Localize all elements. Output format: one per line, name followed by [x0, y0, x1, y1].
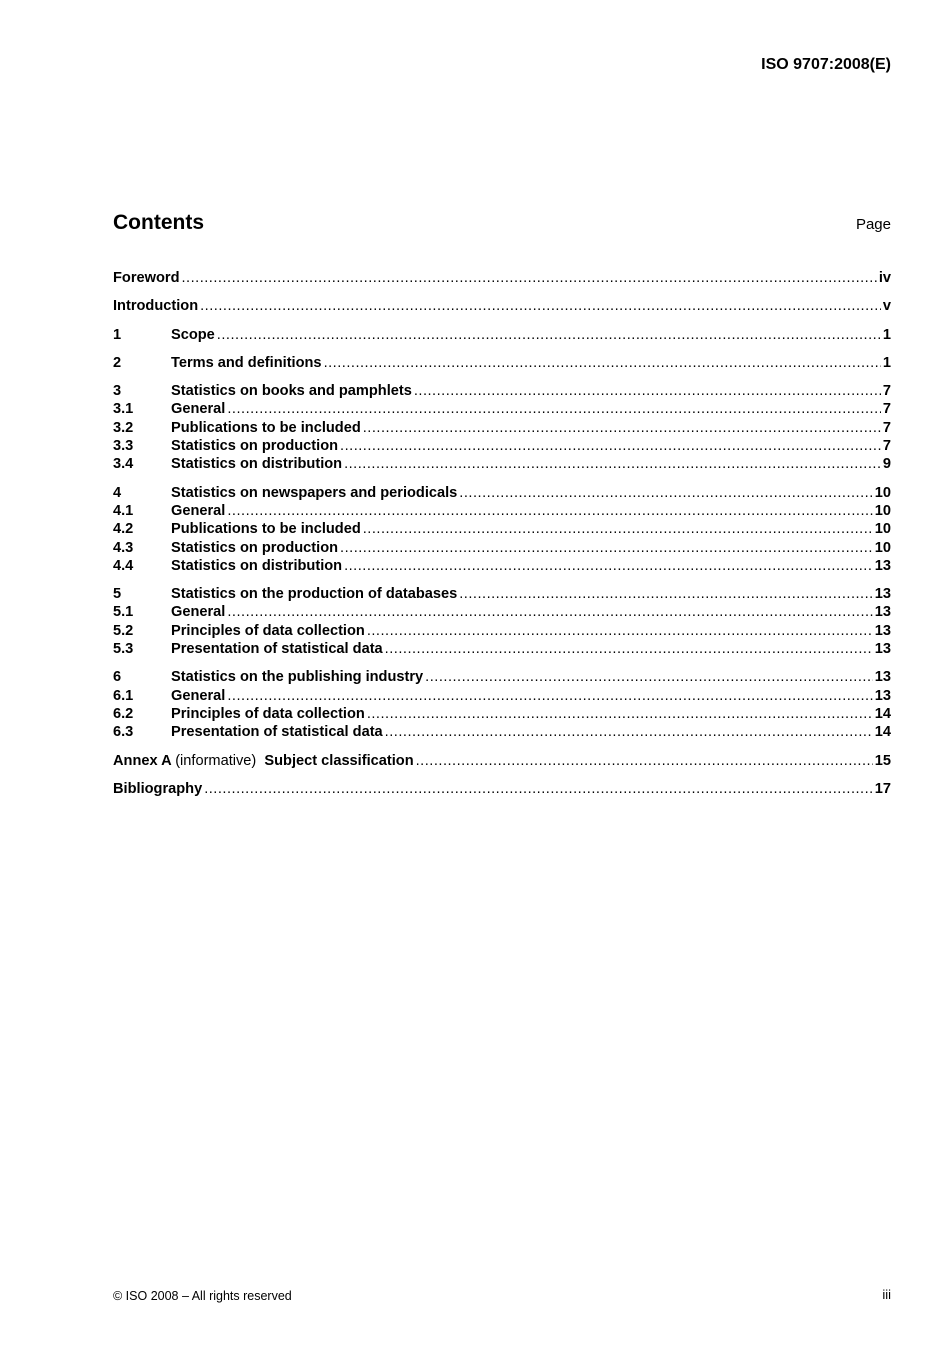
toc-entry-title-text: Publications to be included	[171, 521, 361, 538]
toc-entry-title-text: Statistics on production	[171, 438, 339, 455]
toc-entry-number: 5.3	[113, 641, 134, 658]
toc-entry-title-text: Annex A	[113, 752, 172, 769]
toc-entry-title	[171, 354, 322, 372]
toc-entry-title-text: General	[171, 502, 226, 519]
toc-entry[interactable]	[113, 640, 891, 658]
toc-entry-number: 6.3	[113, 724, 134, 741]
toc-entry-title	[171, 668, 423, 686]
toc-entry-number: 4.3	[113, 539, 134, 556]
toc-entry-number: 3	[113, 383, 122, 400]
toc-entry[interactable]	[113, 539, 891, 557]
toc-entry-page: 13	[874, 669, 891, 686]
toc-entry-leader-dots	[340, 437, 881, 455]
toc-group	[113, 752, 891, 770]
toc-entry[interactable]	[113, 687, 891, 705]
toc-entry-title	[113, 780, 202, 798]
toc-entry-title-text: General	[171, 401, 226, 418]
toc-entry-title-text: Publications to be included	[171, 419, 361, 436]
toc-entry-title-text: Principles of data collection	[171, 705, 365, 722]
toc-entry[interactable]	[113, 400, 891, 418]
toc-entry-number: 4.2	[113, 521, 134, 538]
toc-entry-leader-dots	[227, 502, 872, 520]
toc-entry[interactable]	[113, 780, 891, 798]
toc-entry-leader-dots	[363, 520, 873, 538]
toc-entry[interactable]	[113, 419, 891, 437]
toc-entry[interactable]	[113, 502, 891, 520]
toc-entry-number: 1	[113, 326, 122, 343]
toc-entry-title	[171, 455, 342, 473]
toc-entry[interactable]	[113, 723, 891, 741]
table-of-contents	[113, 269, 891, 808]
toc-entry-title-text: Statistics on production	[171, 539, 339, 556]
toc-entry-number: 4	[113, 484, 122, 501]
toc-entry-title-text: Statistics on books and pamphlets	[171, 383, 412, 400]
toc-entry-title-text: Introduction	[113, 298, 199, 315]
toc-entry-leader-dots	[181, 269, 876, 287]
toc-entry-number: 3.1	[113, 401, 134, 418]
toc-entry-leader-dots	[416, 752, 873, 770]
toc-group	[113, 780, 891, 798]
toc-entry-title	[171, 502, 225, 520]
toc-entry-title	[171, 622, 365, 640]
toc-entry-page: 7	[882, 383, 891, 400]
toc-entry-title	[171, 520, 361, 538]
toc-entry-leader-dots	[363, 419, 881, 437]
toc-entry-page: 13	[874, 586, 891, 603]
toc-entry-number: 6	[113, 669, 122, 686]
toc-entry-title-note: (informative)	[175, 752, 257, 769]
toc-entry-page: iv	[878, 270, 891, 286]
toc-entry-page: 7	[882, 438, 891, 455]
toc-entry-number: 6.2	[113, 705, 134, 722]
toc-entry-title-text: Bibliography	[113, 780, 203, 797]
footer-copyright: © ISO 2008 – All rights reserved	[113, 1289, 292, 1303]
toc-entry-leader-dots	[425, 668, 873, 686]
toc-entry-leader-dots	[204, 780, 873, 798]
toc-entry[interactable]	[113, 622, 891, 640]
toc-entry-title-text: Statistics on distribution	[171, 557, 343, 574]
toc-entry-title	[171, 419, 361, 437]
toc-entry-title	[171, 705, 365, 723]
toc-entry-title-text: Presentation of statistical data	[171, 724, 383, 741]
toc-entry-leader-dots	[414, 382, 881, 400]
toc-entry[interactable]	[113, 585, 891, 603]
toc-entry-title	[113, 752, 414, 770]
document-id: ISO 9707:2008(E)	[761, 56, 891, 73]
toc-group	[113, 326, 891, 344]
page-column-heading: Page	[855, 216, 891, 233]
toc-entry-title	[171, 557, 342, 575]
toc-entry-number: 5.2	[113, 622, 134, 639]
toc-entry-number: 3.4	[113, 456, 134, 473]
toc-entry-title-text: Scope	[171, 326, 215, 343]
toc-entry-number: 5.1	[113, 604, 134, 621]
toc-entry-title-text: Presentation of statistical data	[171, 641, 383, 658]
toc-group	[113, 484, 891, 575]
toc-entry-title	[171, 539, 338, 557]
toc-entry[interactable]	[113, 354, 891, 372]
toc-entry-number: 2	[113, 354, 122, 371]
toc-entry-number: 3.3	[113, 438, 134, 455]
toc-entry-title-text: Terms and definitions	[171, 354, 322, 371]
toc-entry-page: 13	[874, 687, 891, 704]
toc-entry-title	[171, 437, 338, 455]
toc-entry-number: 6.1	[113, 687, 134, 704]
toc-entry-page: 10	[874, 521, 891, 538]
toc-entry[interactable]	[113, 520, 891, 538]
toc-entry-leader-dots	[217, 326, 881, 344]
toc-entry-page: 14	[874, 724, 891, 741]
toc-group	[113, 382, 891, 473]
toc-entry-title-text: Statistics on distribution	[171, 456, 343, 473]
toc-group	[113, 269, 891, 287]
toc-entry-title	[171, 585, 457, 603]
toc-entry-number: 3.2	[113, 419, 134, 436]
toc-entry-page: 10	[874, 502, 891, 519]
toc-entry-page: 13	[874, 622, 891, 639]
toc-entry[interactable]	[113, 752, 891, 770]
toc-entry-title-text: General	[171, 687, 226, 704]
toc-entry-leader-dots	[367, 622, 873, 640]
toc-entry-title	[171, 326, 215, 344]
toc-entry[interactable]	[113, 326, 891, 344]
toc-entry-number: 5	[113, 586, 122, 603]
toc-group	[113, 354, 891, 372]
toc-entry-title	[171, 603, 225, 621]
toc-entry-leader-dots	[344, 455, 881, 473]
toc-entry-title-text: Principles of data collection	[171, 622, 365, 639]
toc-entry[interactable]	[113, 557, 891, 575]
toc-entry-title-text: Statistics on newspapers and periodicals	[171, 484, 458, 501]
contents-heading: Contents	[113, 211, 204, 234]
toc-entry-title-text: Statistics on the production of databases	[171, 586, 458, 603]
toc-entry-title-text: General	[171, 604, 226, 621]
toc-entry-number: 4.4	[113, 557, 134, 574]
toc-entry-page: 17	[874, 780, 891, 797]
toc-entry-page: 9	[882, 456, 891, 473]
toc-entry-leader-dots	[324, 354, 881, 372]
toc-entry-number: 4.1	[113, 502, 134, 519]
toc-entry-title	[171, 723, 383, 741]
toc-entry-leader-dots	[459, 484, 872, 502]
toc-entry-leader-dots	[340, 539, 873, 557]
toc-entry-leader-dots	[227, 603, 872, 621]
toc-entry-page: 13	[874, 641, 891, 658]
toc-entry[interactable]	[113, 297, 891, 315]
toc-entry[interactable]	[113, 437, 891, 455]
toc-entry-leader-dots	[459, 585, 873, 603]
toc-entry-leader-dots	[227, 687, 872, 705]
toc-entry[interactable]	[113, 382, 891, 400]
toc-entry-page: 7	[882, 419, 891, 436]
toc-entry-page: 7	[882, 401, 891, 418]
toc-entry[interactable]	[113, 668, 891, 686]
toc-entry[interactable]	[113, 269, 891, 287]
toc-entry-title	[171, 687, 225, 705]
toc-entry-title-rest: Subject classification	[264, 752, 414, 769]
toc-entry[interactable]	[113, 705, 891, 723]
toc-entry-page: 10	[874, 539, 891, 556]
toc-entry-title	[171, 484, 457, 502]
footer-page-number: iii	[882, 1287, 891, 1302]
toc-group	[113, 668, 891, 741]
toc-entry-title	[171, 400, 225, 418]
toc-entry[interactable]	[113, 455, 891, 473]
toc-entry-page: 10	[874, 484, 891, 501]
toc-entry-leader-dots	[367, 705, 873, 723]
toc-group	[113, 585, 891, 658]
toc-entry-page: v	[882, 298, 891, 315]
toc-entry-page: 13	[874, 557, 891, 574]
toc-entry-leader-dots	[227, 400, 881, 418]
toc-entry[interactable]	[113, 603, 891, 621]
toc-entry-leader-dots	[200, 297, 881, 315]
toc-entry-title-text: Statistics on the publishing industry	[171, 669, 424, 686]
toc-entry-leader-dots	[344, 557, 873, 575]
toc-entry-page: 13	[874, 604, 891, 621]
toc-entry-title	[113, 269, 179, 287]
toc-entry-title	[113, 297, 198, 315]
toc-entry-page: 1	[882, 354, 891, 371]
toc-entry-page: 15	[874, 752, 891, 769]
toc-entry-title	[171, 382, 412, 400]
toc-entry-page: 14	[874, 705, 891, 722]
toc-entry[interactable]	[113, 484, 891, 502]
toc-group	[113, 297, 891, 315]
toc-entry-title	[171, 640, 383, 658]
toc-entry-leader-dots	[385, 723, 873, 741]
toc-entry-page: 1	[882, 326, 891, 343]
toc-entry-title-text: Foreword	[113, 270, 180, 286]
toc-entry-leader-dots	[385, 640, 873, 658]
